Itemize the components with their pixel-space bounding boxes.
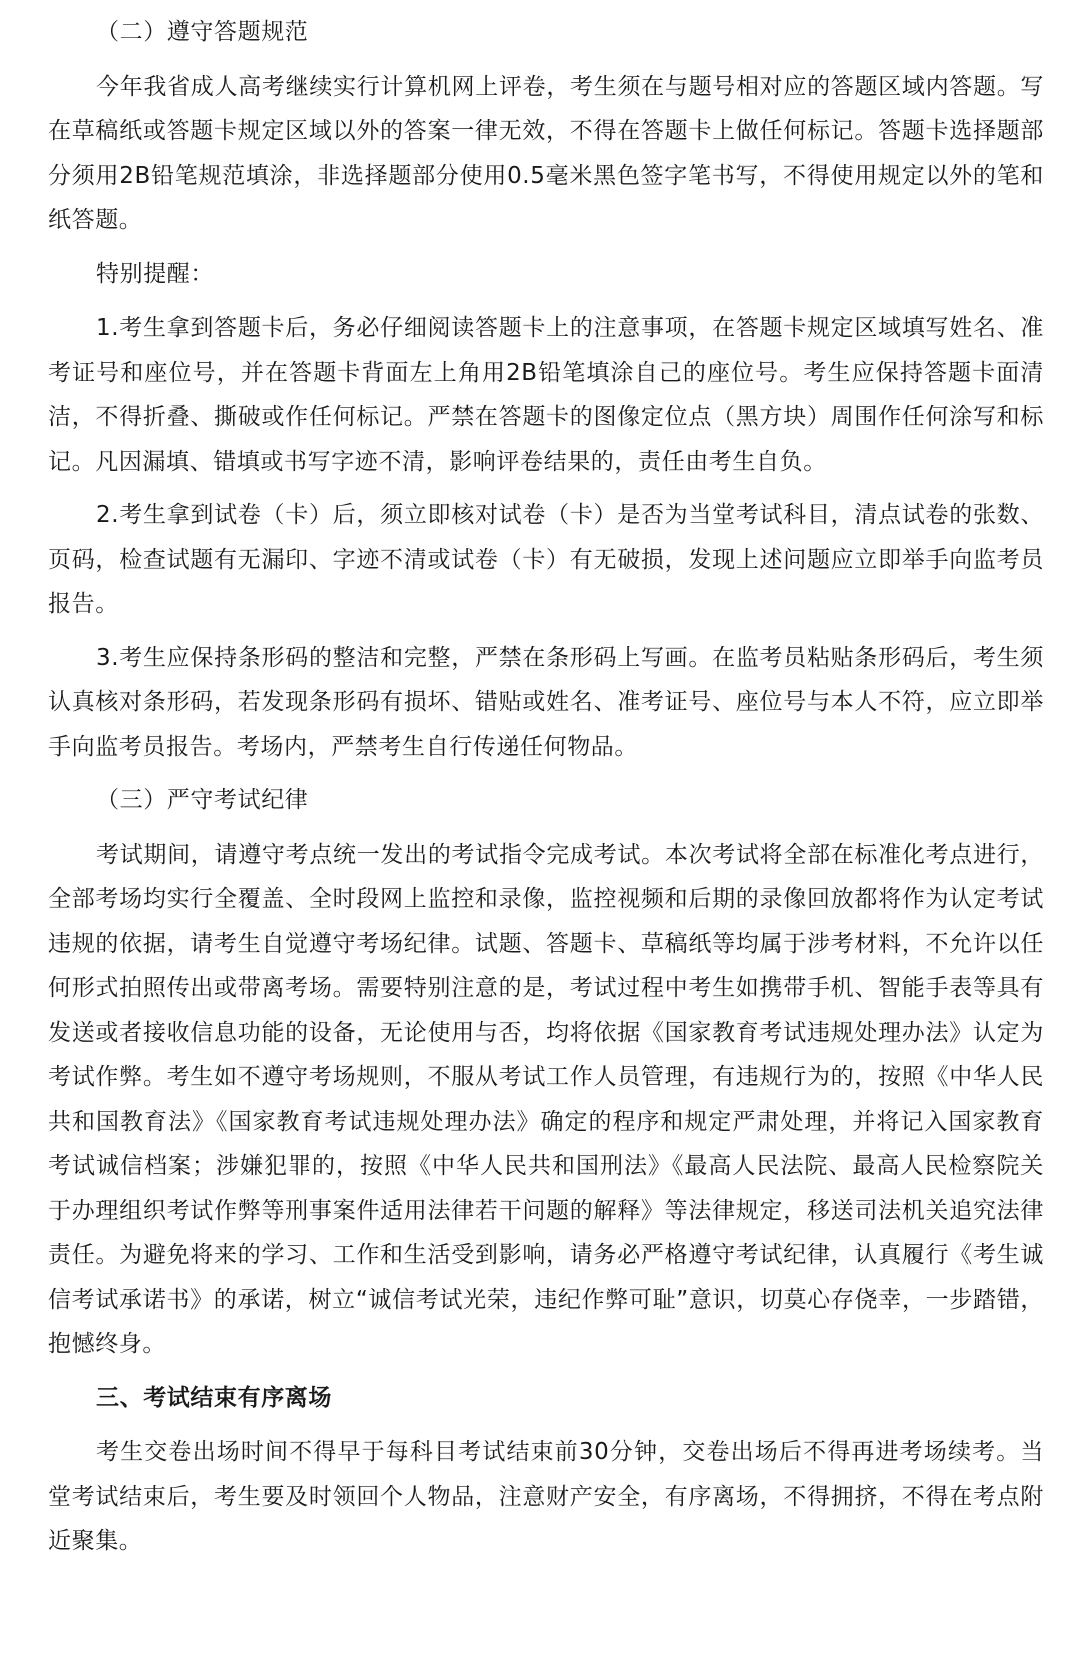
paragraph-discipline: 考试期间，请遵守考点统一发出的考试指令完成考试。本次考试将全部在标准化考点进行，全部考场均实行全覆盖、全时段网上监控和录像，监控视频和后期的录像回放都将作为认定考试违规的依据，请考生自觉遵守考场纪律。试题、答题卡、草稿纸等均属于涉考材料，不允许以任何形式拍照传出或带离考场。需要特别注意的是，考试过程中考生如携带手机、智能手表等具有发送或者接收信息功能的设备，无论使用与否，均将依据《国家教育考试违规处理办法》认定为考试作弊。考生如不遵守考场规则，不服从考试工作人员管理，有违规行为的，按照《中华人民共和国教育法》《国家教育考试违规处理办法》确定的程序和规定严肃处理，并将记入国家教育考试诚信档案；涉嫌犯罪的，按照《中华人民共和国刑法》《最高人民法院、最高人民检察院关于办理组织考试作弊等刑事案件适用法律若干问题的解释》等法律规定，移送司法机关追究法律责任。为避免将来的学习、工作和生活受到影响，请务必严格遵守考试纪律，认真履行《考生诚信考试承诺书》的承诺，树立“诚信考试光荣，违纪作弊可耻”意识，切莫心存侥幸，一步踏错，抱憾终身。 xyxy=(48,841,1044,1357)
section-heading-exit: 三、考试结束有序离场 xyxy=(96,1384,332,1411)
paragraph-answer-rules: 今年我省成人高考继续实行计算机网上评卷，考生须在与题号相对应的答题区域内答题。写在草稿纸或答题卡规定区域以外的答案一律无效，不得在答题卡上做任何标记。答题卡选择题部分须用2B铅笔规范填涂，非选择题部分使用0.5毫米黑色签字笔书写，不得使用规定以外的笔和纸答题。 xyxy=(48,73,1044,233)
document-body xyxy=(48,10,1044,1573)
section-heading-answer-rules: （二）遵守答题规范 xyxy=(96,19,309,45)
paragraph-exit: 考生交卷出场时间不得早于每科目考试结束前30分钟，交卷出场后不得再进考场续考。当堂考试结束后，考生要及时领回个人物品，注意财产安全，有序离场，不得拥挤，不得在考点附近聚集。 xyxy=(48,1439,1044,1554)
reminder-item-1: 1.考生拿到答题卡后，务必仔细阅读答题卡上的注意事项，在答题卡规定区域填写姓名、准考证号和座位号，并在答题卡背面左上角用2B铅笔填涂自己的座位号。考生应保持答题卡面清洁，不得折叠、撕破或作任何标记。严禁在答题卡的图像定位点（黑方块）周围作任何涂写和标记。凡因漏填、错填或书写字迹不清，影响评卷结果的，责任由考生自负。 xyxy=(48,315,1044,475)
reminder-item-3: 3.考生应保持条形码的整洁和完整，严禁在条形码上写画。在监考员粘贴条形码后，考生须认真核对条形码，若发现条形码有损坏、错贴或姓名、准考证号、座位号与本人不符，应立即举手向监考员报告。考场内，严禁考生自行传递任何物品。 xyxy=(48,644,1044,760)
special-reminder-label: 特别提醒： xyxy=(96,260,214,287)
section-heading-discipline: （三）严守考试纪律 xyxy=(96,787,309,813)
reminder-item-2: 2.考生拿到试卷（卡）后，须立即核对试卷（卡）是否为当堂考试科目，清点试卷的张数、页码，检查试题有无漏印、字迹不清或试卷（卡）有无破损，发现上述问题应立即举手向监考员报告。 xyxy=(48,502,1044,617)
